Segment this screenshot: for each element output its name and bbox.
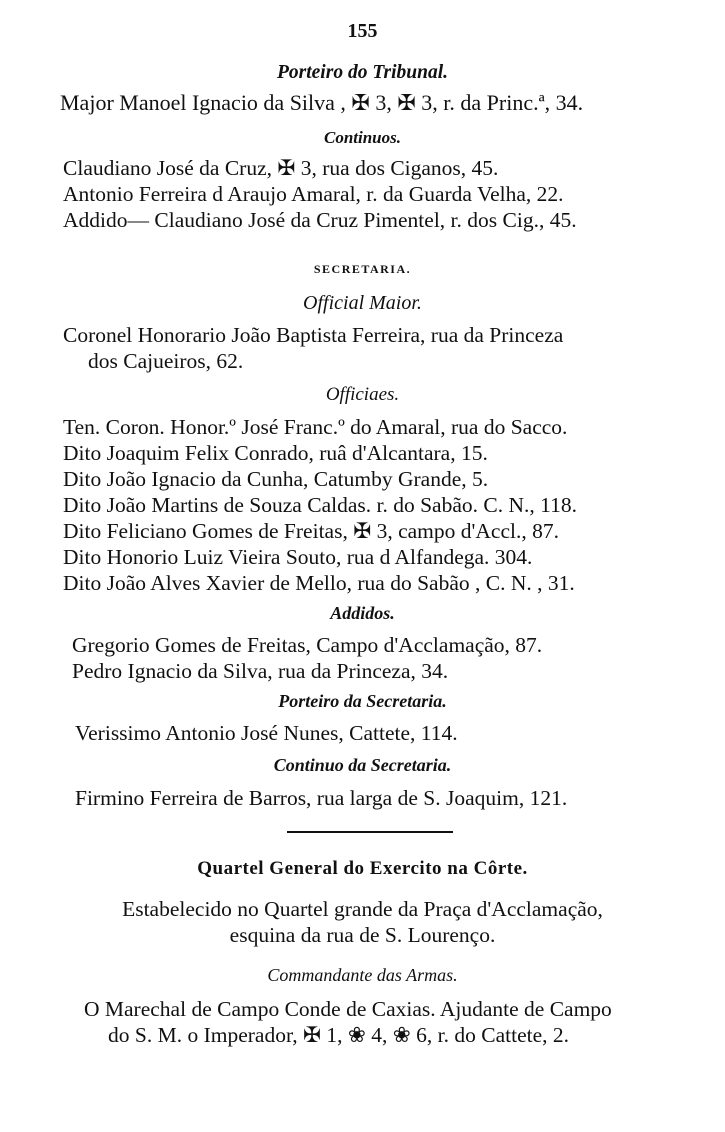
commandante-line-2: do S. M. o Imperador, ✠ 1, ❀ 4, ❀ 6, r. do Cattete, 2. xyxy=(108,1023,570,1047)
porteiro-secretaria-heading: Porteiro da Secretaria. xyxy=(278,691,447,711)
continuo-secretaria-entry: Firmino Ferreira de Barros, rua larga de S. Joaquim, 121. xyxy=(75,786,568,810)
secretaria-heading: SECRETARIA. xyxy=(313,262,412,276)
addido-line: Addido— Claudiano José da Cruz Pimentel, r. dos Cig., 45. xyxy=(63,208,577,232)
official-line-5: Dito Feliciano Gomes de Freitas, ✠ 3, campo d'Accl., 87. xyxy=(63,519,559,543)
page-number: 155 xyxy=(347,20,378,42)
quartel-heading: Quartel General do Exercito na Côrte. xyxy=(197,858,528,879)
continuo-secretaria-heading: Continuo da Secretaria. xyxy=(273,755,452,775)
official-maior-heading: Official Maior. xyxy=(303,292,422,314)
official-line-1: Ten. Coron. Honor.º José Franc.º do Amaral, rua do Sacco. xyxy=(63,415,568,439)
official-line-4: Dito João Martins de Souza Caldas. r. do Sabão. C. N., 118. xyxy=(63,493,577,517)
section-divider xyxy=(287,831,453,833)
quartel-address-line-2: esquina da rua de S. Lourenço. xyxy=(229,923,496,947)
continuo-line-2: Antonio Ferreira d Araujo Amaral, r. da Guarda Velha, 22. xyxy=(63,182,564,206)
quartel-address-line-1: Estabelecido no Quartel grande da Praça d'Acclamação, xyxy=(122,897,603,921)
official-line-7: Dito João Alves Xavier de Mello, rua do Sabão , C. N. , 31. xyxy=(63,571,575,595)
continuo-line-1: Claudiano José da Cruz, ✠ 3, rua dos Ciganos, 45. xyxy=(63,156,499,180)
addidos-heading: Addidos. xyxy=(330,603,395,623)
officiaes-heading: Officiaes. xyxy=(325,384,400,405)
official-maior-line-2: dos Cajueiros, 62. xyxy=(88,349,244,373)
porteiro-tribunal-entry: Major Manoel Ignacio da Silva , ✠ 3, ✠ 3, r. da Princ.ª, 34. xyxy=(60,90,584,115)
addido-line-1: Gregorio Gomes de Freitas, Campo d'Acclamação, 87. xyxy=(72,633,543,657)
official-line-3: Dito João Ignacio da Cunha, Catumby Grande, 5. xyxy=(63,467,489,491)
official-line-2: Dito Joaquim Felix Conrado, ruâ d'Alcantara, 15. xyxy=(63,441,488,465)
addido-line-2: Pedro Ignacio da Silva, rua da Princeza, 34. xyxy=(72,659,449,683)
porteiro-secretaria-entry: Verissimo Antonio José Nunes, Cattete, 114. xyxy=(75,721,458,745)
porteiro-tribunal-heading: Porteiro do Tribunal. xyxy=(276,62,448,83)
official-line-6: Dito Honorio Luiz Vieira Souto, rua d Alfandega. 304. xyxy=(63,545,533,569)
commandante-heading: Commandante das Armas. xyxy=(267,965,458,985)
continuos-heading: Continuos. xyxy=(323,128,401,147)
official-maior-line-1: Coronel Honorario João Baptista Ferreira, rua da Princeza xyxy=(63,323,564,347)
commandante-line-1: O Marechal de Campo Conde de Caxias. Ajudante de Campo xyxy=(84,997,612,1021)
